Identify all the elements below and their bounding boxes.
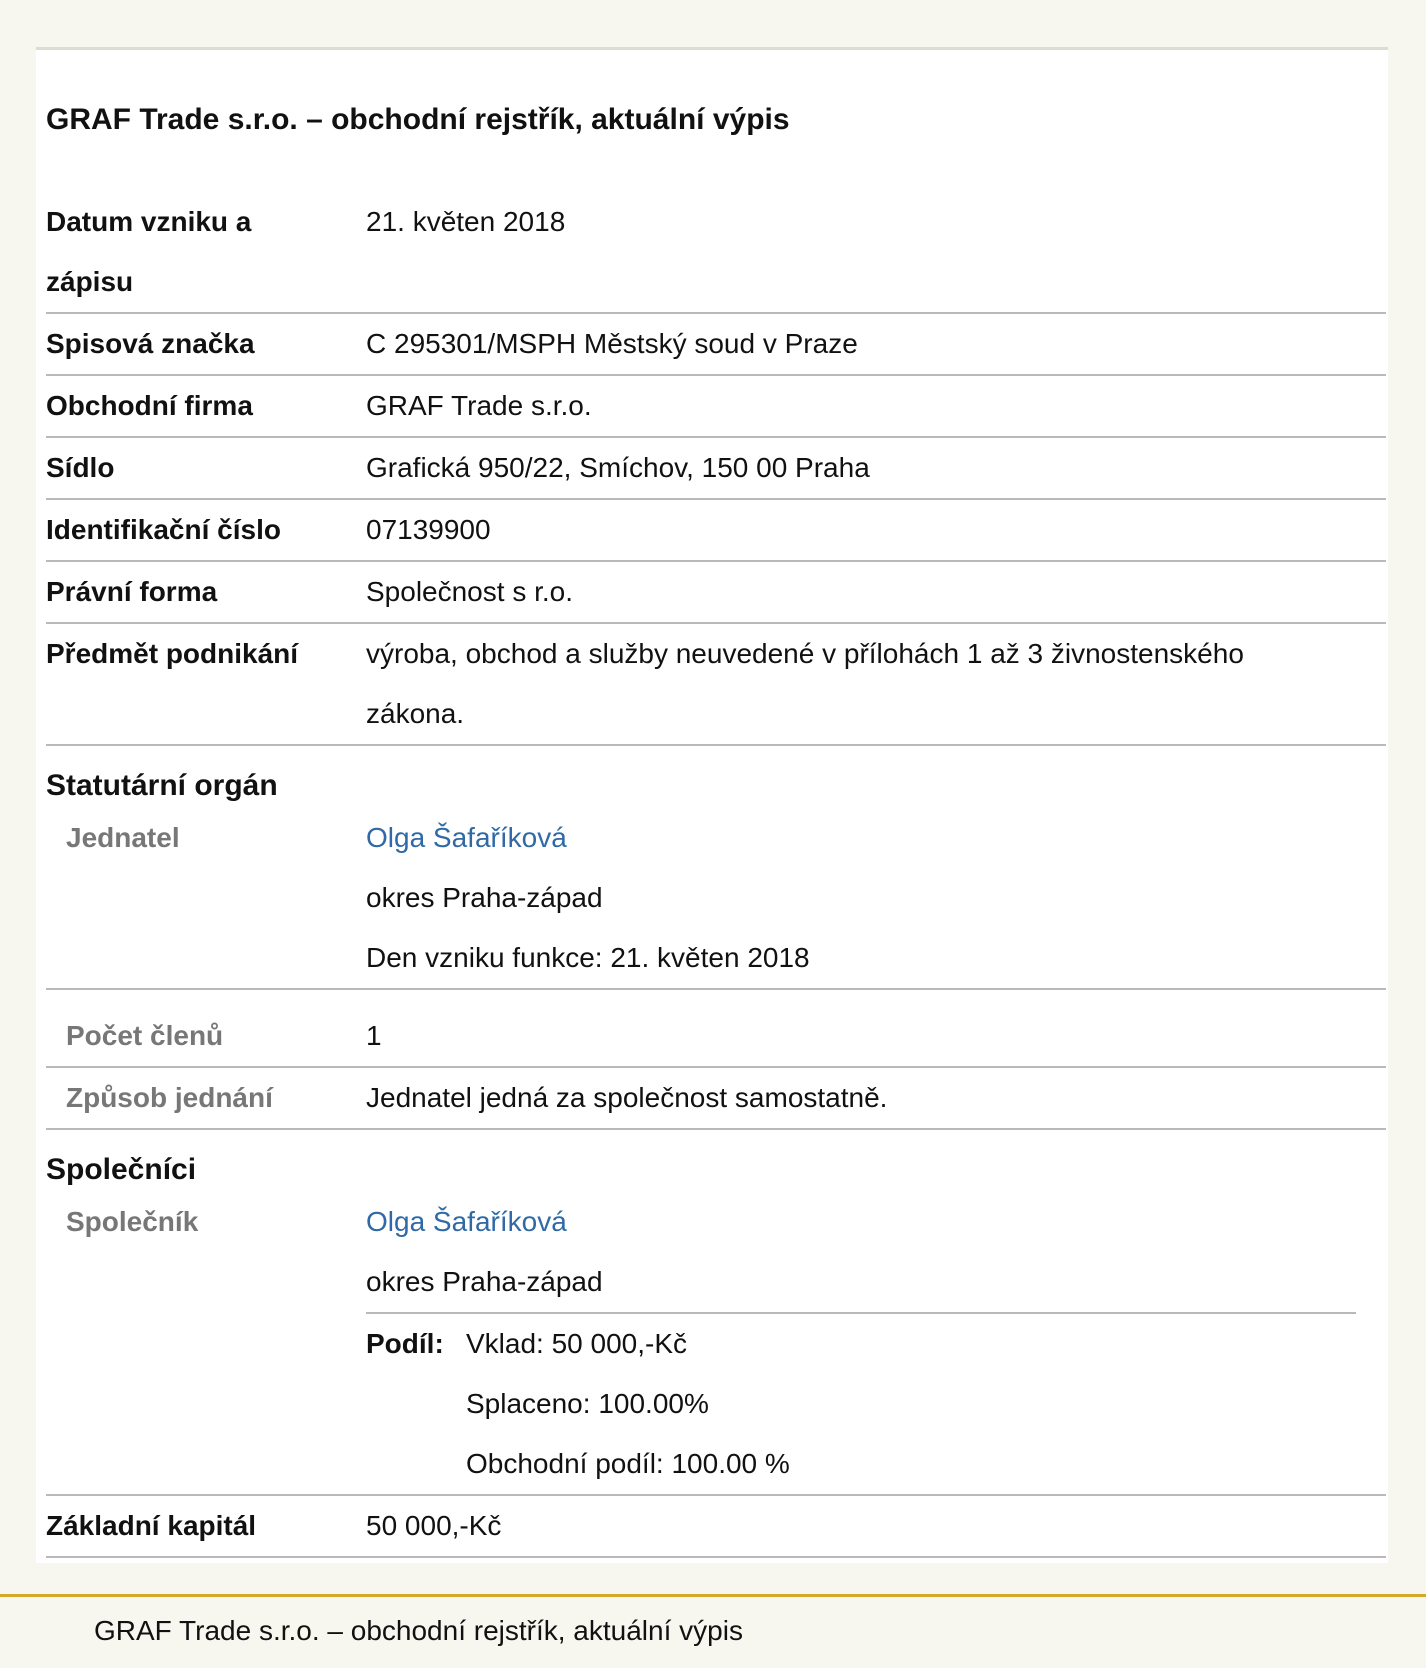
- row-value: 21. květen 2018: [366, 206, 566, 237]
- jednatel-den-vzniku: Den vzniku funkce: 21. květen 2018: [366, 942, 810, 973]
- jednatel-okres: okres Praha-západ: [366, 882, 603, 913]
- row-label: Jednatel: [66, 822, 180, 853]
- row-spolecnik: [46, 1192, 1386, 1496]
- row-spisova-znacka: [46, 314, 1386, 376]
- section-heading: Společníci: [46, 1153, 197, 1186]
- row-value: 07139900: [366, 514, 491, 545]
- share-obchodni-podil: Obchodní podíl: 100.00 %: [466, 1448, 790, 1479]
- page-title: GRAF Trade s.r.o. – obchodní rejstřík, aktuální výpis: [46, 103, 790, 136]
- extract-table: [46, 192, 1386, 1558]
- row-value: 50 000,-Kč: [366, 1510, 502, 1541]
- company-extract-card: [36, 50, 1388, 1563]
- row-obchodni-firma: [46, 376, 1386, 438]
- share-block: [366, 1312, 1356, 1494]
- row-value: GRAF Trade s.r.o.: [366, 390, 592, 421]
- row-ico: [46, 500, 1386, 562]
- row-zpusob-jednani: [46, 1068, 1386, 1130]
- row-value: [366, 808, 1386, 988]
- row-datum-vzniku: [46, 192, 1386, 314]
- row-zakladni-kapital: [46, 1496, 1386, 1558]
- row-value: 1: [366, 1020, 382, 1051]
- row-label: Předmět podnikání: [46, 638, 299, 669]
- section-statutarni-organ: [46, 746, 1386, 1130]
- row-value: Jednatel jedná za společnost samostatně.: [366, 1082, 888, 1113]
- jednatel-name-link[interactable]: Olga Šafaříková: [366, 822, 567, 853]
- row-label: Základní kapitál: [46, 1510, 257, 1541]
- row-label: Společník: [66, 1206, 199, 1237]
- share-vklad: Vklad: 50 000,-Kč: [466, 1328, 688, 1359]
- row-value: Grafická 950/22, Smíchov, 150 00 Praha: [366, 452, 870, 483]
- spolecnik-okres: okres Praha-západ: [366, 1266, 603, 1297]
- row-label: Identifikační číslo: [46, 514, 281, 545]
- row-label: Právní forma: [46, 576, 218, 607]
- footer-divider: [0, 1594, 1426, 1597]
- row-label: Počet členů: [66, 1020, 224, 1051]
- share-splaceno: Splaceno: 100.00%: [466, 1388, 709, 1419]
- row-label: Datum vzniku a zápisu: [46, 206, 252, 297]
- row-predmet-podnikani: [46, 624, 1386, 746]
- section-heading: Statutární orgán: [46, 769, 278, 802]
- share-label: Podíl:: [366, 1328, 444, 1359]
- section-spolecnici: [46, 1130, 1386, 1496]
- row-value: výroba, obchod a služby neuvedené v přílohách 1 až 3 živnostenského zákona.: [366, 638, 1244, 729]
- row-value: Společnost s r.o.: [366, 576, 574, 607]
- row-pocet-clenu: [46, 990, 1386, 1068]
- row-label: Obchodní firma: [46, 390, 253, 421]
- row-value: C 295301/MSPH Městský soud v Praze: [366, 328, 858, 359]
- footer-text: GRAF Trade s.r.o. – obchodní rejstřík, aktuální výpis: [94, 1615, 743, 1646]
- row-pravni-forma: [46, 562, 1386, 624]
- row-jednatel: [46, 808, 1386, 990]
- share-details: [466, 1314, 790, 1494]
- row-label: Sídlo: [46, 452, 115, 483]
- row-value: [366, 1192, 1386, 1494]
- row-sidlo: [46, 438, 1386, 500]
- row-label: Spisová značka: [46, 328, 255, 359]
- spolecnik-name-link[interactable]: Olga Šafaříková: [366, 1206, 567, 1237]
- row-label: Způsob jednání: [66, 1082, 273, 1113]
